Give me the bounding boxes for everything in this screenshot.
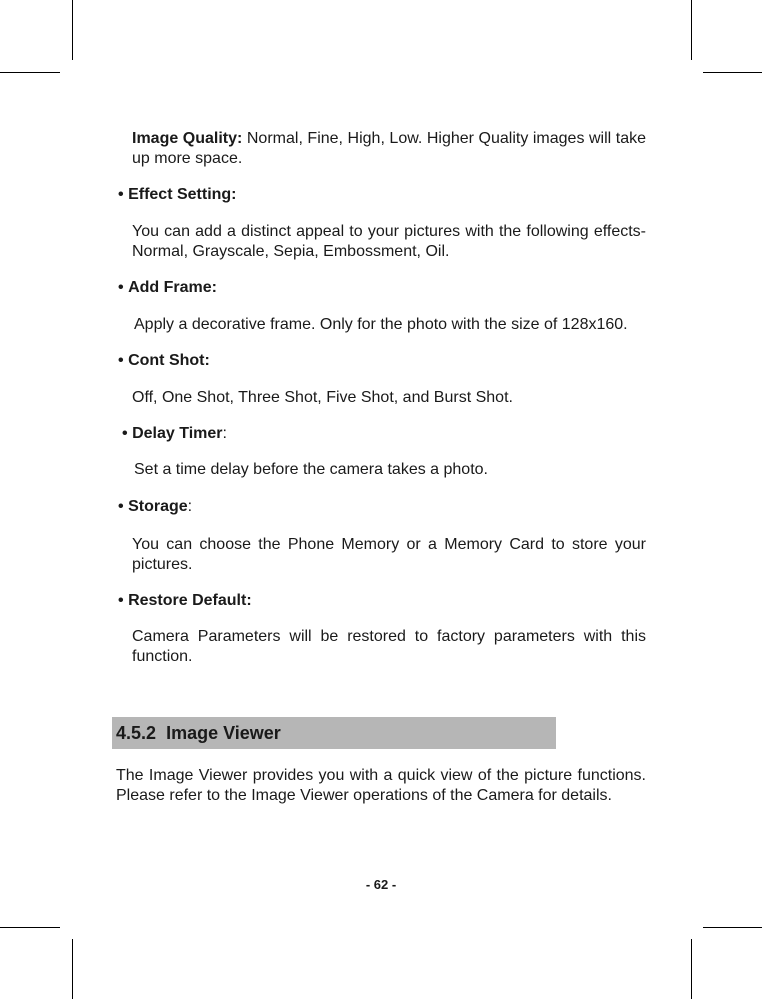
delay-timer-title: Delay Timer (132, 425, 223, 442)
storage-title: Storage (128, 498, 188, 515)
bullet-icon: • (118, 592, 124, 609)
section-name: Image Viewer (166, 723, 281, 743)
add-frame-heading (118, 278, 217, 298)
cont-shot-heading (118, 351, 210, 371)
storage-suffix: : (187, 498, 193, 515)
crop-mark (691, 939, 692, 999)
section-number: 4.5.2 (116, 723, 157, 743)
bullet-icon: • (118, 352, 124, 369)
bullet-icon: • (118, 279, 124, 296)
delay-timer-suffix: : (222, 425, 227, 442)
bullet-icon: • (118, 186, 124, 203)
crop-mark (72, 0, 73, 60)
crop-mark (703, 927, 762, 928)
bullet-icon: • (122, 425, 128, 442)
restore-default-title: Restore Default: (128, 592, 252, 609)
section-title (116, 723, 281, 743)
storage-heading (118, 497, 192, 517)
cont-shot-text: Off, One Shot, Three Shot, Five Shot, and Burst Shot. (132, 389, 513, 406)
crop-mark (691, 0, 692, 60)
image-quality-label: Image Quality: (132, 130, 243, 147)
crop-mark (703, 72, 762, 73)
crop-mark (0, 927, 60, 928)
crop-mark (0, 72, 60, 73)
image-quality-paragraph (132, 129, 646, 169)
section-header-bar (112, 717, 556, 749)
image-quality-text: Normal, Fine, High, Low. Higher Quality images will take up more space. (132, 130, 646, 167)
delay-timer-heading (122, 424, 227, 444)
crop-mark (72, 939, 73, 999)
cont-shot-title: Cont Shot: (128, 352, 210, 369)
delay-timer-text: Set a time delay before the camera takes a photo. (134, 461, 488, 478)
section-body: The Image Viewer provides you with a quick view of the picture functions. Please refer to the Image Viewer operations of the Camera for details. (116, 767, 646, 804)
page-number: - 62 - (365, 877, 397, 892)
effect-setting-text: You can add a distinct appeal to your pictures with the following effects- Normal, Grayscale, Sepia, Embossment, Oil. (132, 223, 646, 260)
restore-default-text: Camera Parameters will be restored to factory parameters with this function. (132, 628, 646, 665)
effect-setting-title: Effect Setting: (128, 186, 237, 203)
effect-setting-heading (118, 185, 237, 205)
add-frame-text: Apply a decorative frame. Only for the photo with the size of 128x160. (134, 316, 628, 333)
storage-text: You can choose the Phone Memory or a Memory Card to store your pictures. (132, 536, 646, 573)
restore-default-heading (118, 591, 252, 611)
add-frame-title: Add Frame: (128, 279, 217, 296)
bullet-icon: • (118, 498, 124, 515)
